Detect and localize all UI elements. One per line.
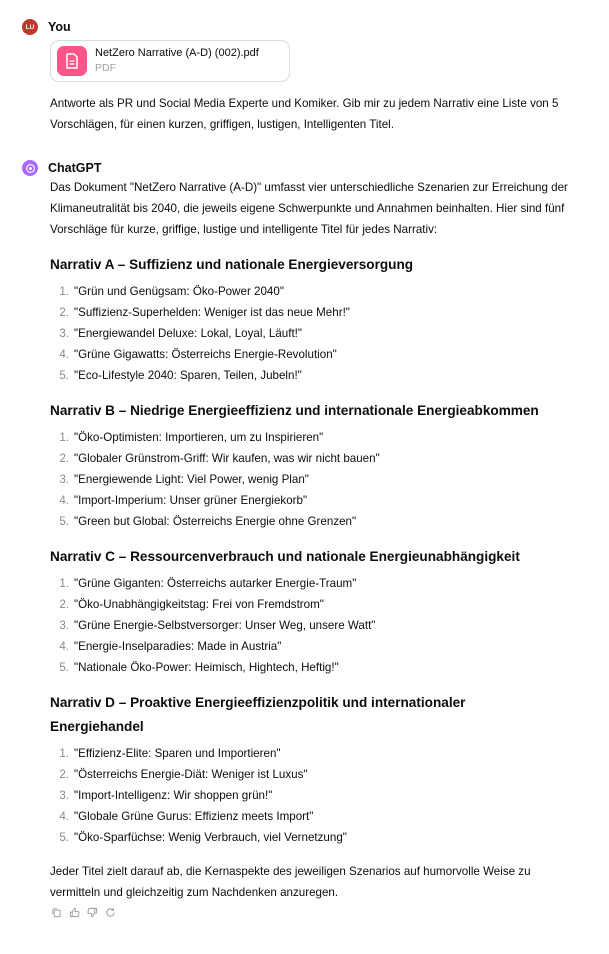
list-item: 5. "Nationale Öko-Power: Heimisch, Hightech, Heftig!" xyxy=(59,661,339,674)
section-list-c xyxy=(50,573,597,678)
list-item: 1. "Öko-Optimisten: Importieren, um zu Inspirieren" xyxy=(59,431,324,444)
list-item: 5. "Green but Global: Österreichs Energie ohne Grenzen" xyxy=(59,515,357,528)
list-item: 3. "Grüne Energie-Selbstversorger: Unser Weg, unsere Watt" xyxy=(59,619,376,632)
list-item: 4. "Energie-Inselparadies: Made in Austria" xyxy=(59,640,282,653)
user-author: You xyxy=(48,20,71,34)
section-heading-d: Narrativ D – Proaktive Energieeffizienzpolitik und internationaler Energiehandel xyxy=(50,695,466,734)
document-icon xyxy=(57,46,87,76)
list-item: 2. "Österreichs Energie-Diät: Weniger ist Luxus" xyxy=(59,768,308,781)
user-avatar: LU xyxy=(22,19,38,35)
assistant-message xyxy=(22,159,597,918)
user-message-text: Antworte als PR und Social Media Experte und Komiker. Gib mir zu jedem Narrativ eine Liste von 5 Vorschlägen, für einen kurzen, griffigen, lustigen, Intelligenten Titel. xyxy=(50,97,559,131)
section-list-a xyxy=(50,281,597,386)
list-item: 2. "Öko-Unabhängigkeitstag: Frei von Fremdstrom" xyxy=(59,598,324,611)
assistant-author: ChatGPT xyxy=(48,161,102,175)
list-item: 1. "Grüne Giganten: Österreichs autarker Energie-Traum" xyxy=(59,577,357,590)
section-list-d xyxy=(50,743,597,848)
list-item: 5. "Öko-Sparfüchse: Wenig Verbrauch, viel Vernetzung" xyxy=(59,831,347,844)
list-item: 1. "Grün und Genügsam: Öko-Power 2040" xyxy=(59,285,284,298)
list-item: 2. "Globaler Grünstrom-Griff: Wir kaufen, was wir nicht bauen" xyxy=(59,452,380,465)
attachment-type: PDF xyxy=(95,62,116,74)
section-heading-c: Narrativ C – Ressourcenverbrauch und nationale Energieunabhängigkeit xyxy=(50,549,520,564)
chatgpt-logo-icon xyxy=(22,160,38,176)
list-item: 3. "Energiewende Light: Viel Power, wenig Plan" xyxy=(59,473,309,486)
list-item: 4. "Import-Imperium: Unser grüner Energiekorb" xyxy=(59,494,308,507)
attachment-name: NetZero Narrative (A-D) (002).pdf xyxy=(95,47,259,59)
copy-icon[interactable] xyxy=(50,906,62,918)
pdf-attachment[interactable] xyxy=(50,40,290,82)
section-list-b xyxy=(50,427,597,532)
list-item: 3. "Import-Intelligenz: Wir shoppen grün!" xyxy=(59,789,273,802)
message-actions xyxy=(50,906,597,918)
list-item: 2. "Suffizienz-Superhelden: Weniger ist das neue Mehr!" xyxy=(59,306,350,319)
list-item: 4. "Globale Grüne Gurus: Effizienz meets Import" xyxy=(59,810,314,823)
list-item: 5. "Eco-Lifestyle 2040: Sparen, Teilen, Jubeln!" xyxy=(59,369,302,382)
list-item: 4. "Grüne Gigawatts: Österreichs Energie-Revolution" xyxy=(59,348,337,361)
list-item: 1. "Effizienz-Elite: Sparen und Importieren" xyxy=(59,747,281,760)
assistant-intro: Das Dokument "NetZero Narrative (A-D)" umfasst vier unterschiedliche Szenarien zur Erreichung der Klimaneutralität bis 2040, die jeweils eigene Schwerpunkte und Annahmen beinhalten. Hier sind fünf Vorschläge für kurze, griffige, lustige und intelligente Titel für jedes Narrativ: xyxy=(50,181,568,236)
list-item: 3. "Energiewandel Deluxe: Lokal, Loyal, Läuft!" xyxy=(59,327,303,340)
regenerate-icon[interactable] xyxy=(104,906,116,918)
thumbs-down-icon[interactable] xyxy=(86,906,98,918)
thumbs-up-icon[interactable] xyxy=(68,906,80,918)
section-heading-a: Narrativ A – Suffizienz und nationale Energieversorgung xyxy=(50,257,414,272)
user-message xyxy=(22,18,597,135)
section-heading-b: Narrativ B – Niedrige Energieeffizienz und internationale Energieabkommen xyxy=(50,403,539,418)
assistant-outro: Jeder Titel zielt darauf ab, die Kernaspekte des jeweiligen Szenarios auf humorvolle Weise zu vermitteln und gleichzeitig zum Nachdenken anzuregen. xyxy=(50,865,531,899)
